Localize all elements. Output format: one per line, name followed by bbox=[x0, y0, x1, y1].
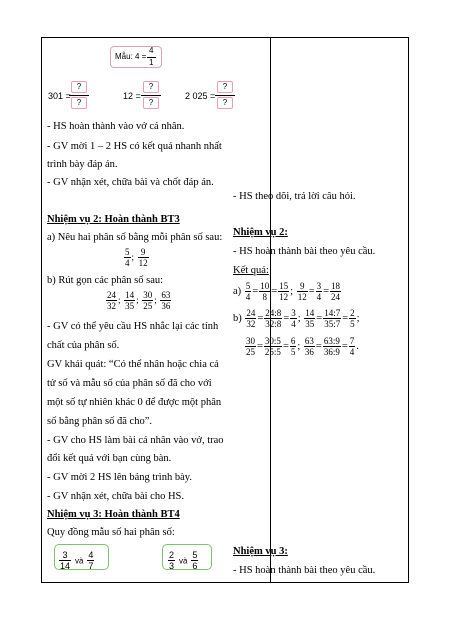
col1-line-14: - GV nhận xét, chữa bài cho HS. bbox=[47, 491, 185, 502]
col1-line-3: trình bày đáp án. bbox=[47, 159, 118, 170]
col1-line-15: Quy đồng mẫu số hai phân số: bbox=[47, 527, 175, 538]
ex1-bar-2 bbox=[141, 95, 161, 96]
col2-line-2: - HS hoàn thành bài theo yêu cầu. bbox=[233, 246, 376, 257]
ex1-left-2: 12 = bbox=[123, 91, 141, 101]
col2-task3-title: Nhiệm vụ 3: bbox=[233, 546, 288, 557]
col1-line-13: - GV mời 2 HS lên bảng trình bày. bbox=[47, 472, 192, 483]
col1-line-11: - GV cho HS làm bài cá nhân vào vở, trao bbox=[47, 435, 224, 446]
ex1-left-1: 301 = bbox=[48, 91, 71, 101]
ex1-q-num-1[interactable]: ? bbox=[71, 81, 87, 93]
col1-line-9: một số tự nhiên khác 0 để được một phân bbox=[47, 397, 222, 408]
col2-result-b2: $\frac{30}{25}$ = $\frac{30:5}{25:5}$ = $\frac{6}{5}$ ; $\frac{63}{36}$ = $\frac{63:9}{36:9}$ = $\frac{7}{4}$ . bbox=[246, 336, 359, 357]
pair2-content: $\frac{2}{3}$ và $\frac{5}{6}$ bbox=[169, 550, 198, 571]
ex1-q-num-3[interactable]: ? bbox=[217, 81, 233, 93]
ex1-q-den-3[interactable]: ? bbox=[217, 97, 233, 109]
pair1-content: $\frac{3}{14}$ và $\frac{4}{7}$ bbox=[60, 550, 94, 571]
col2-result-label: Kết quả: bbox=[233, 265, 269, 276]
task3-title: Nhiệm vụ 3: Hoàn thành BT4 bbox=[47, 509, 180, 520]
col1-line-12: đổi kết quả với bạn cùng bàn. bbox=[47, 453, 172, 464]
col2-task2-title: Nhiệm vụ 2: bbox=[233, 227, 288, 238]
col1-line-7: GV khái quát: “Có thể nhân hoặc chia cả bbox=[47, 359, 219, 370]
col1-line-4: - GV nhận xét, chữa bài và chốt đáp án. bbox=[47, 177, 214, 188]
task2-b-text: b) Rút gọn các phân số sau: bbox=[47, 275, 164, 286]
ex1-left-3: 2 025 = bbox=[185, 91, 216, 101]
col2-line-1: - HS theo dõi, trả lời câu hỏi. bbox=[233, 191, 356, 202]
sample-num: 4 bbox=[149, 46, 154, 55]
sample-label: Mẫu: 4 = bbox=[115, 52, 147, 61]
col2-result-a: a) $\frac{5}{4}$ = $\frac{10}{8}$ = $\frac{15}{12}$ ; $\frac{9}{12}$ = $\frac{3}{4}$ = $\frac{18}{24}$ bbox=[233, 281, 341, 302]
ex1-q-den-1[interactable]: ? bbox=[71, 97, 87, 109]
sample-den: 1 bbox=[149, 58, 154, 67]
col1-line-10: số bằng phân số đã cho”. bbox=[47, 416, 152, 427]
col1-line-6: chất của phân số. bbox=[47, 340, 120, 351]
ex1-bar-3 bbox=[215, 95, 235, 96]
task2-a-fracs: $\frac{5}{4}$ ; $\frac{9}{12}$ bbox=[125, 247, 148, 268]
ex1-q-num-2[interactable]: ? bbox=[143, 81, 159, 93]
task2-b-fracs: $\frac{24}{32}$ ; $\frac{14}{35}$ ; $\frac{30}{25}$ ; $\frac{63}{36}$ bbox=[107, 290, 171, 311]
col1-line-2: - GV mời 1 – 2 HS có kết quả nhanh nhất bbox=[47, 141, 222, 152]
col1-line-5: - GV có thể yêu cầu HS nhắc lại các tính bbox=[47, 321, 219, 332]
col2-line-3: - HS hoàn thành bài theo yêu cầu. bbox=[233, 565, 376, 576]
task2-a-text: a) Nêu hai phân số bằng mỗi phân số sau: bbox=[47, 232, 223, 243]
task2-title: Nhiệm vụ 2: Hoàn thành BT3 bbox=[47, 214, 180, 225]
ex1-q-den-2[interactable]: ? bbox=[143, 97, 159, 109]
ex1-bar-1 bbox=[69, 95, 89, 96]
col1-line-1: - HS hoàn thành vào vở cá nhân. bbox=[47, 121, 185, 132]
col1-line-8: tử số và mẫu số của phân số đã cho với bbox=[47, 378, 212, 389]
col2-result-b1: b) $\frac{24}{32}$ = $\frac{24:8}{32:8}$ = $\frac{3}{4}$ ; $\frac{14}{35}$ = $\frac{14:7}{35:7}$ = $\frac{2}{5}$ ; bbox=[233, 308, 360, 329]
